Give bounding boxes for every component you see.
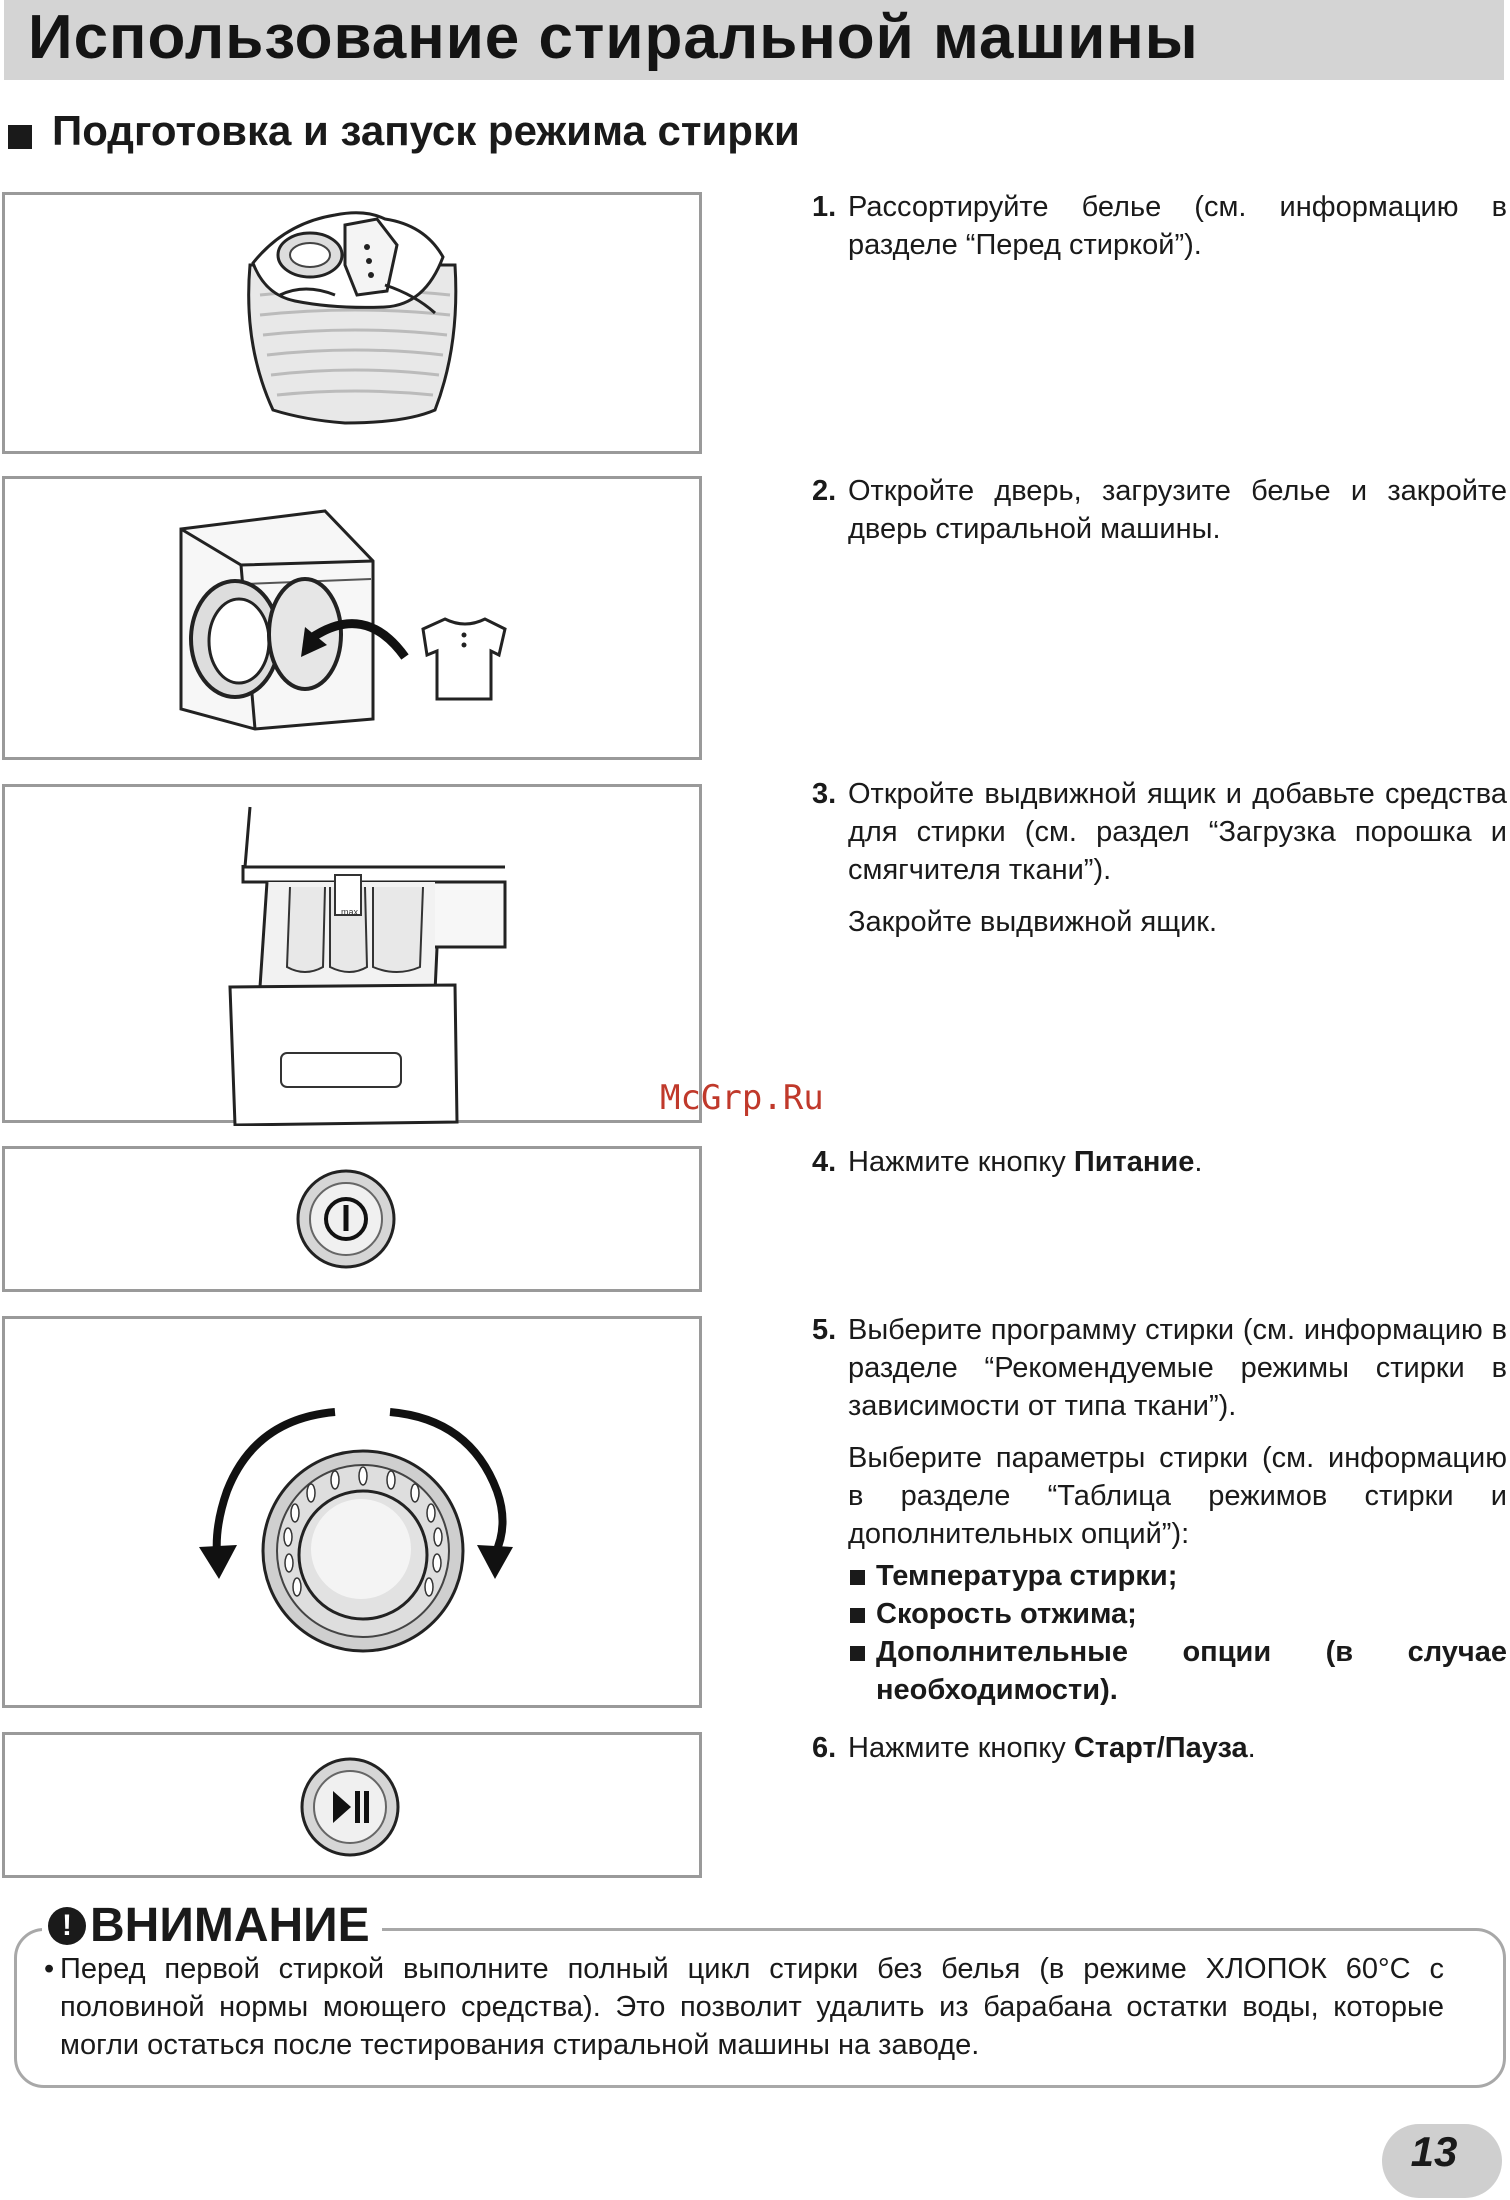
step-extra-text: Закройте выдвижной ящик. — [848, 906, 1218, 938]
watermark: McGrp.Ru — [660, 1078, 824, 1118]
exclamation-icon: ! — [48, 1907, 86, 1945]
step-number: 3. — [812, 778, 837, 810]
step-5 — [812, 1311, 1507, 1709]
step-number: 2. — [812, 475, 837, 507]
warning-text: • Перед первой стиркой выполните полный цикл стирки без белья (в режиме ХЛОПОК 60°С с половиной нормы моющего средства). Это позволит удалить из барабана остатки воды, которые могли остаться после тестирования стиральной машины на заводе. — [44, 1950, 1444, 2064]
warning-bullet: • — [44, 1953, 55, 1985]
list-item: Дополнительные опции (в случае необходимости). — [848, 1633, 1507, 1709]
step-3 — [812, 775, 1507, 941]
options-list — [848, 1557, 1507, 1709]
list-item: Температура стирки; — [848, 1557, 1507, 1595]
step-2 — [812, 472, 1507, 548]
detergent-drawer-icon — [5, 787, 705, 1126]
program-dial-icon — [5, 1319, 705, 1711]
step-text: Рассортируйте белье (см. информацию в разделе “Перед стиркой”). — [848, 191, 1507, 261]
power-button-name: Питание — [1073, 1146, 1195, 1178]
step-text: Выберите программу стирки (см. информацию в разделе “Рекомендуемые режимы стирки в зависимости от типа ткани”). — [848, 1314, 1507, 1422]
step-text: Откройте выдвижной ящик и добавьте средства для стирки (см. раздел “Загрузка порошка и смягчителя ткани”). — [848, 778, 1507, 886]
illustration-detergent-drawer — [2, 784, 702, 1123]
step-number: 5. — [812, 1314, 837, 1346]
warning-title: ! ВНИМАНИЕ — [42, 1898, 382, 1953]
step-number: 1. — [812, 191, 837, 223]
max-label: max — [341, 907, 359, 917]
bullet-square-icon — [850, 1608, 865, 1623]
section-title: Подготовка и запуск режима стирки — [52, 107, 800, 154]
step-text: Нажмите кнопку Питание. — [848, 1146, 1203, 1178]
step-text: Откройте дверь, загрузите белье и закройте дверь стиральной машины. — [848, 475, 1507, 545]
step-text: Нажмите кнопку Старт/Пауза. — [848, 1732, 1256, 1764]
illustration-power-button — [2, 1146, 702, 1292]
bullet-square-icon — [850, 1646, 865, 1661]
washing-machine-icon — [5, 479, 705, 763]
step-6 — [812, 1729, 1507, 1767]
illustration-load-machine — [2, 476, 702, 760]
step-number: 6. — [812, 1732, 837, 1764]
step-number: 4. — [812, 1146, 837, 1178]
list-item: Скорость отжима; — [848, 1595, 1507, 1633]
step-4 — [812, 1143, 1507, 1181]
step-1 — [812, 188, 1507, 264]
bullet-square-icon — [850, 1570, 865, 1585]
start-pause-button-name: Старт/Пауза — [1073, 1732, 1248, 1764]
illustration-program-dial — [2, 1316, 702, 1708]
step-extra-text: Выберите параметры стирки (см. информацию в разделе “Таблица режимов стирки и дополнительных опций”): — [848, 1442, 1507, 1550]
illustration-laundry-basket — [2, 192, 702, 454]
page-title: Использование стиральной машины — [28, 3, 1199, 72]
page-number: 13 — [1410, 2128, 1458, 2175]
section-bullet-icon — [8, 125, 32, 149]
laundry-basket-icon — [5, 195, 705, 457]
illustration-start-pause-button — [2, 1732, 702, 1878]
